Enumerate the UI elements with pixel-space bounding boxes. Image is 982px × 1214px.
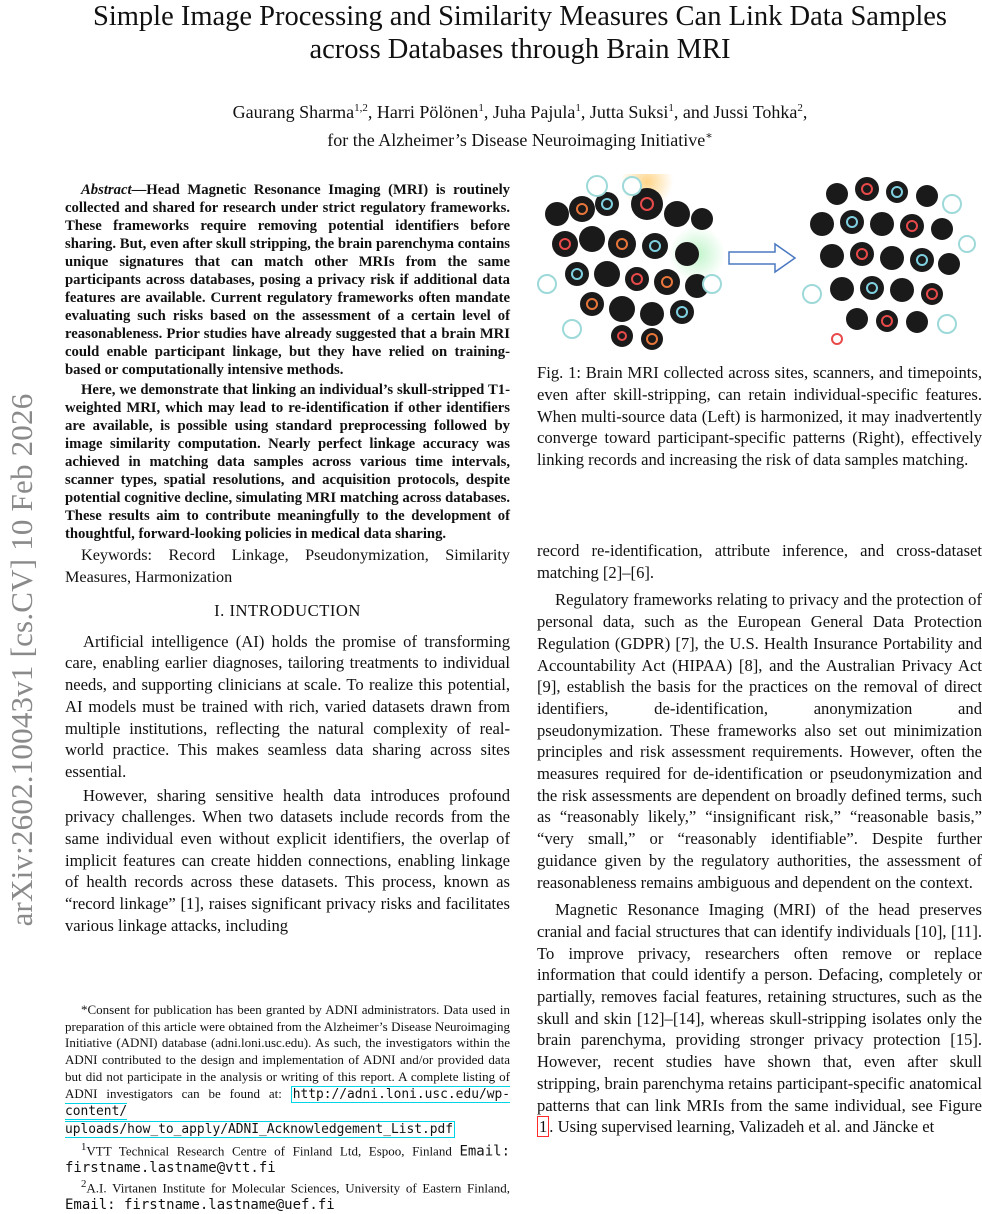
head-icon — [810, 177, 960, 333]
author-name: Jussi Tohka — [713, 102, 798, 122]
author-affiliation-mark: 1 — [668, 102, 674, 114]
body-paragraph: record re-identification, attribute inference, and cross-dataset matching [2]–[6]. — [537, 541, 982, 582]
body-paragraph: Artificial intelligence (AI) holds the promise of transforming care, enabling earlier diagnoses, tailoring treatments to individual needs, and supporting clinicians at scale. To realize this potential, AI models must be trained with rich, varied datasets drawn from multiple institutions, reflecting the natural complexity of real-world practice. This makes seamless data sharing across sites essential. — [65, 631, 510, 781]
arxiv-identifier: arXiv:2602.10043v1 [cs.CV] 10 Feb 2026 — [4, 393, 39, 927]
consortium-line: for the Alzheimer’s Disease Neuroimaging Initiative∗ — [327, 130, 713, 150]
arrow-icon — [729, 244, 795, 272]
paper-title: Simple Image Processing and Similarity Measures Can Link Data Samples across Databases through Brain MRI — [92, 1, 948, 65]
author-affiliation-mark: 2 — [797, 102, 803, 114]
affiliation-footnote: $^2$A.I. Virtanen Institute for Molecular Sciences, University of Eastern Finland, Email: firstname.lastname@uef.fi — [65, 1178, 510, 1214]
author-name: Harri Pölönen — [376, 102, 479, 122]
adni-acknowledgement-link[interactable]: http://adni.loni.usc.edu/wp-content/ uploads/how_to_apply/ADNI_Acknowledgement_List.pdf — [65, 1086, 511, 1137]
figure-reference-link[interactable]: 1 — [539, 1117, 548, 1137]
right-column — [537, 540, 982, 1144]
keywords: Keywords: Record Linkage, Pseudonymization, Similarity Measures, Harmonization — [65, 546, 510, 586]
left-brain-cluster — [538, 174, 725, 350]
author-name: Jutta Suksi — [589, 102, 669, 122]
author-list: Gaurang Sharma$^{1,2}$, Harri Pölönen$^1$, Juha Pajula$^1$, Jutta Suksi$^1$, and Jussi Tohka$^2$, — [232, 102, 808, 122]
abstract-paragraph: Here, we demonstrate that linking an individual’s skull-stripped T1-weighted MRI, which may lead to re-identification if other identifiers are available, is possible using standard preprocessing followed by image similarity computation. Nearly perfect linkage accuracy was achieved in matching data samples across various time intervals, scanner types, spatial resolutions, and acquisition protocols, despite potential cognitive decline, simulating MRI matching across databases. These results aim to contribute meaningfully to the development of thoughtful, forward-looking policies in medical data sharing. — [65, 382, 510, 542]
body-paragraph: However, sharing sensitive health data introduces profound privacy challenges. When two datasets include records from the same individual even without explicit identifiers, the overlap of implicit features can create hidden connections, enabling linkage of health records across these datasets. This process, known as “record linkage” [1], raises significant privacy risks and facilitates various linkage attacks, including — [65, 785, 510, 935]
figure-illustration — [537, 174, 982, 354]
author-affiliation-mark: 1 — [575, 102, 581, 114]
consent-footnote: *Consent for publication has been granted by ADNI administrators. Data used in preparation of this article were obtained from the Alzheimer’s Disease Neuroimaging Initiative (ADNI) database (adni.loni.usc.edu). As such, the investigators within the ADNI contributed to the design and implementation of ADNI and/or provided data but did not participate in the analysis or writing of this report. A complete listing of ADNI investigators can be found at: http://adni.loni.usc.edu/wp-content/ uploads/how_to_apply/ADNI_Acknowledgement_List.pdf — [65, 1002, 511, 1137]
brain-icon — [847, 187, 927, 293]
author-name: Juha Pajula — [492, 102, 576, 122]
author-block — [60, 96, 980, 152]
body-paragraph: Regulatory frameworks relating to privacy and the protection of personal data, such as the European General Data Protection Regulation (GDPR) [7], the U.S. Health Insurance Portability and Accountability Act (HIPAA) [8], and the Australian Privacy Act [9], establish the basis for the practices on the removal of direct identifiers, de-identification, anonymization and pseudonymization. These frameworks also set out minimization principles and risk assessment requirements. However, often the measures required for de-identification or pseudonymization and the risk assessments are dependent on broadly defined terms, such as “reasonably likely,” “insignificant risk,” “reasonable basis,” “very small,” or “reasonably identifiable”. Despite further guidance given by the regulatory authorities, the assessment of reasonableness remains ambiguous and dependent on the context. — [537, 590, 982, 892]
left-column — [65, 181, 510, 939]
footnotes — [65, 1002, 510, 1214]
email-address: Email: firstname.lastname@uef.fi — [65, 1197, 335, 1214]
arxiv-watermark — [0, 0, 50, 1200]
author-affiliation-mark: 1 — [478, 102, 484, 114]
email-address: Email: firstname.lastname@vtt.fi — [65, 1142, 511, 1176]
body-paragraph: Magnetic Resonance Imaging (MRI) of the head preserves cranial and facial structures that can identify individuals [10], [11]. To improve privacy, researchers often remove or replace information that could identify a person. Defacing, completely or partially, removes facial features, retaining structures, such as the skull and skin [12]–[14], whereas skull-stripping isolates only the brain parenchyma, providing stronger privacy protection [15]. However, recent studies have shown that, even after skull stripping, brain parenchyma retains participant-specific anatomical patterns that can link MRIs from the same individual, see Figure 1 . Using supervised learning, Valizadeh et al. and Jäncke et — [537, 900, 982, 1137]
abstract-paragraph: Abstract—Head Magnetic Resonance Imaging (MRI) is routinely collected and shared for research under strict regulatory frameworks. These frameworks require removing potential identifiers before sharing. But, even after skull stripping, the brain parenchyma contains unique signatures that can match other MRIs from the same participants across databases, posing a privacy risk if additional data features are available. Current regulatory frameworks often mandate evaluating such risks based on the assessment of a certain level of reasonableness. Prior studies have already suggested that a brain MRI could enable participant linkage, but they have relied on training-based or computationally intensive methods. — [65, 182, 510, 378]
author-name: Gaurang Sharma — [232, 102, 355, 122]
figure-caption: Fig. 1: Brain MRI collected across sites, scanners, and timepoints, even after skill-stripping, can retain individual-specific features. When multi-source data (Left) is harmonized, it may inadvertently converge toward participant-specific patterns (Right), effectively linking records and increasing the risk of data samples matching. — [537, 363, 982, 470]
figure-brain-cluster — [537, 174, 982, 354]
author-affiliation-mark: 1,2 — [354, 102, 368, 114]
section-heading: I. INTRODUCTION — [214, 601, 361, 620]
abstract-label: Abstract — [81, 182, 132, 198]
right-brain-cluster — [803, 177, 975, 344]
affiliation-footnote: $^1$VTT Technical Research Centre of Finland Ltd, Espoo, Finland Email: firstname.lastname@vtt.fi — [65, 1140, 511, 1176]
